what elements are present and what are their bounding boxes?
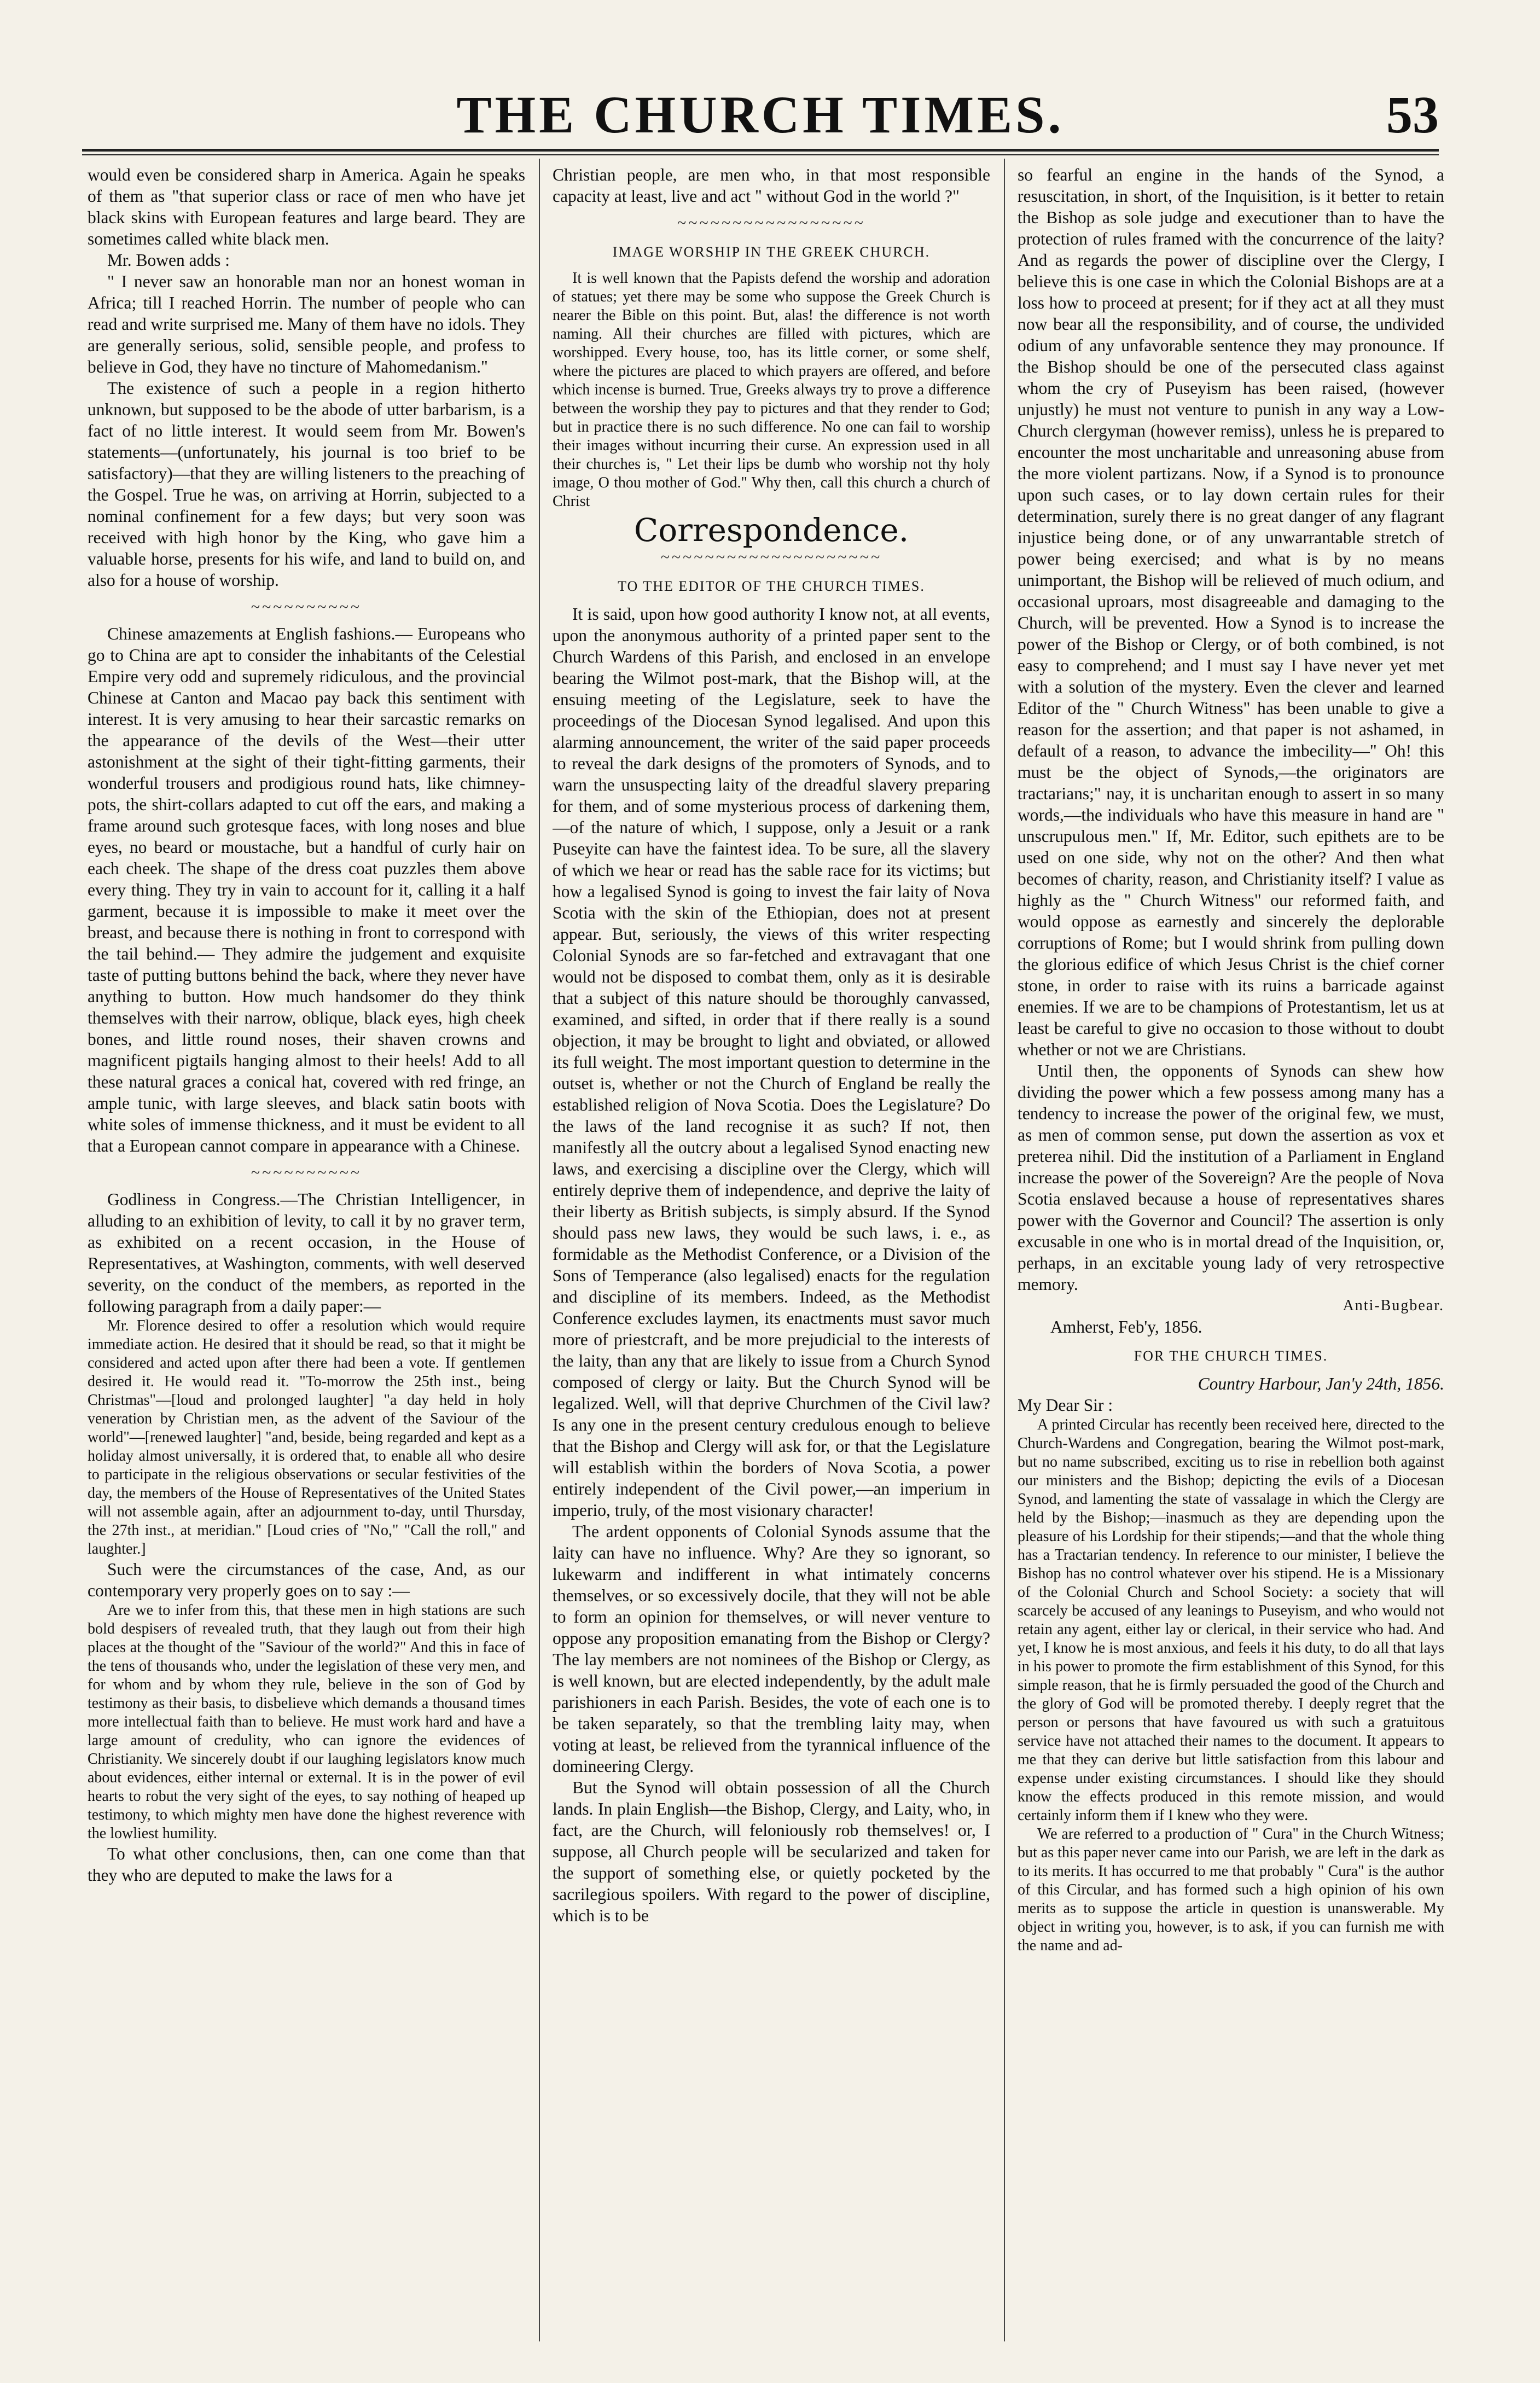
letter-paragraph: It is said, upon how good authority I know not, at all events, upon the anonymous authority of a printed paper sent to the Church Wardens of this Parish, and enclosed in an envelope bearing the Wilmot post-mark, that the Bishop will, at the ensuing meeting of the Legislature, seek to have the proceedings of the Diocesan Synod legalised. And upon this alarming announcement, the writer of the said paper proceeds to reveal the dark designs of the promoters of Synods, and to warn the unsuspecting laity of the dreadful slavery preparing for them, and of some mysterious process of darkening them,—of the nature of which, I suppose, only a Jesuit or a rank Puseyite can have the faintest idea. To be sure, all the slavery of which we hear or read has the sable race for its victims; but how a legalised Synod is going to invest the fair laity of Nova Scotia with the skin of the Ethiopian, does not at present appear. But, seriously, the views of this writer respecting Colonial Synods are so far-fetched and extravagant that one would not be disposed to combat them, only as it is desirable that a subject of this nature should be thoroughly canvassed, examined, and sifted, in order that if there really is a sound objection, it may be brought to light and obviated, or allowed its full weight. The most important question to determine in the outset is, whether or not the Church of England be really the established religion of Nova Scotia. Does the Legislature? Do the laws of the land recognise it as such? If not, then manifestly all the outcry about a legalised Synod enacting new laws, and exercising a discipline over the Clergy, which will entirely deprive them of independence, and deprive the laity of their liberty as British subjects, is simply absurd. If the Synod should pass new laws, they would be such laws, i. e., as formidable as the Methodist Conference, or a Division of the Sons of Temperance (also legalised) enacts for the regulation and discipline of its members. Indeed, as the Methodist Conference excludes laymen, its enactments must savor much more of priestcraft, and be more prejudicial to the interests of the laity, than any that are likely to issue from a Church Synod composed of clergy or laity. But the Church Synod will be legalized. Well, will that deprive Churchmen of the Civil law? Is any one in the present century credulous enough to believe that the Bishop and Clergy will ask for, or that the Legislature will establish within the borders of Nova Scotia, a power entirely independent of the Civil power,—an imperium in imperio, truly, of the most visionary character!	[553, 605, 990, 1520]
article-paragraph: Mr. Bowen adds :	[107, 251, 230, 270]
column-3	[1018, 164, 1444, 2341]
letter-heading: TO THE EDITOR OF THE CHURCH TIMES.	[618, 578, 925, 594]
article-paragraph: The existence of such a people in a region hitherto unknown, but supposed to be the abode of utter barbarism, is a fact of no little interest. It would seem from Mr. Bowen's statements—(unfortunately, his journal is too brief to be satisfactory)—that they are willing listeners to the preaching of the Gospel. True he was, on arriving at Horrin, subjected to a nominal confinement for a few days; but very soon was received with high honor by the King, who gave him a valuable horse, presents for his wife, and land to build on, and also for a house of worship.	[88, 379, 525, 590]
letter-dateline: Country Harbour, Jan'y 24th, 1856.	[1198, 1374, 1444, 1393]
section-divider: ~~~~~~~~~~	[251, 598, 362, 616]
letter-paragraph: so fearful an engine in the hands of the Synod, a resuscitation, in short, of the Inquisition, is it better to retain the Bishop as sole judge and executioner than to have the protection of rules framed with the concurrence of the laity? And as regards the power of discipline over the Clergy, I believe this is one case in which the Colonial Bishops are at a loss how to proceed at present; for if they act at all they must now bear all the responsibility, and of course, the undivided odium of any unfavorable sentence they may pronounce. If the Bishop should be one of the persecuted class against whom the cry of Puseyism has been raised, (however unjustly) he must not venture to punish in any way a Low-Church clergyman (however remiss), unless he is prepared to encounter the most uncharitable and unreasoning abuse from the more violent partizans. Now, if a Synod is to pronounce upon such cases, or to lay down certain rules for their determination, surely there is no great danger of any flagrant injustice being done, or of any unwarrantable stretch of power being exercised; and what is by no means unimportant, the Bishop will be relieved of much odium, and occasional uproars, most disagreeable and damaging to the Church, will be prevented. How a Synod is to increase the power of the Bishop or Clergy, or of both combined, is not easy to comprehend; and I must say I have never yet met with a solution of the mystery. Even the clever and learned Editor of the " Church Witness" has been unable to give a reason for the assertion; and that paper is not ashamed, in default of a reason, to advance the imbecility—" Oh! this must be the object of Synods,—the originators are tractarians;" nay, it is uncharitan enough to assert in so many words,—the individuals who have this measure in hand are " unscrupulous men." If, Mr. Editor, such epithets are to be used on one side, why not on the other? And then what becomes of charity, reason, and Christianity itself? I value as highly as the " Church Witness" our reformed faith, and would oppose as earnestly and sincerely the deplorable corruptions of Rome; but I would shrink from pulling down the glorious edifice of which Jesus Christ is the chief corner stone, in order to raise with its ruins a barricade against enemies. If we are to be champions of Protestantism, let us at least be careful to give no occasion to those without to doubt whether or not we are Christians.	[1018, 165, 1444, 1059]
article-godliness-congress: Godliness in Congress.—The Christian Intelligencer, in alluding to an exhibition of levity, to call it by no graver term, as exhibited on a recent occasion, in the House of Representatives, at Washington, comments, with well deserved severity, on the conduct of the members, as reported in the following paragraph from a daily paper:—	[88, 1190, 525, 1316]
section-divider: ~~~~~~~~~~	[251, 1164, 362, 1182]
letter-paragraph: The ardent opponents of Colonial Synods assume that the laity can have no influence. Why? Are they so ignorant, so lukewarm and indifferent in what intimately concerns themselves, or so excessively docile, that they will not be able to form an opinion for themselves, or will never venture to oppose any proposition emanating from the Bishop or Clergy? The lay members are not nominees of the Bishop or Clergy, as is well known, but are elected independently, by the adult male parishioners in each Parish. Besides, the vote of each one is to be taken separately, so that the trembling laity may, when voting at least, be relieved from the tyrannical influence of the domineering Clergy.	[553, 1522, 990, 1776]
newspaper-title: THE CHURCH TIMES.	[456, 85, 1065, 144]
column-1	[88, 164, 525, 2341]
letter-paragraph: Until then, the opponents of Synods can shew how dividing the power which a few possess among many has a tendency to increase the power of the original few, we must, as men of common sense, put down the assertion as vox et preterea nihil. Did the institution of a Parliament in England increase the power of the Sovereign? Are the people of Nova Scotia enslaved because a house of representatives shares power with the Governor and Council? The assertion is only excusable in one who is in mortal dread of the Inquisition, or, perhaps, in an excitable young lady of very retrospective memory.	[1018, 1061, 1444, 1294]
masthead-rule	[82, 149, 1439, 152]
letter-heading: FOR THE CHURCH TIMES.	[1134, 1348, 1328, 1364]
column-divider	[539, 159, 540, 2341]
section-divider: ~~~~~~~~~~~~~~~~~~~~	[660, 548, 882, 566]
quote-paragraph: Are we to infer from this, that these men in high stations are such bold despisers of revealed truth, that they laugh out from their high places at the thought of the "Saviour of the world?" And this in face of the tens of thousands who, under the legislation of these very men, and for whom and by whom they rule, believe in the son of God by testimony as their basis, to disbelieve which demands a thousand times more intellectual faith than to believe. He must work hard and have a large amount of credulity, who can ignore the evidences of Christianity. We sincerely doubt if our laughing legislators know much about evidences, either internal or external. It is in the power of evil hearts to robut the very sight of the eyes, to say nothing of heaped up testimony, to which mighty men have done the highest reverence with the lowliest humility.	[88, 1602, 525, 1842]
article-paragraph: It is well known that the Papists defend the worship and adoration of statues; yet there may be some who suppose the Greek Church is nearer the Bible on this point. But, alas! the difference is not worth naming. All their churches are filled with pictures, which are worshipped. Every house, too, has its little corner, or some shelf, where the pictures are placed to which prayers are offered, and before which incense is burned. True, Greeks always try to prove a difference between the worship they pay to pictures and that they render to God; but in practice there is no such difference. No one can fail to worship their images without incurring their curse. An expression used in all their churches is, " Let their lips be dumb who worship not thy holy image, O thou mother of God." Why then, call this church a church of Christ	[553, 270, 990, 510]
quote-paragraph: Mr. Florence desired to offer a resolution which would require immediate action. He desired that it should be read, so that it might be considered and acted upon after there had been a vote. If gentlemen desired it. He would read it. "To-morrow the 25th inst., being Christmas"—[loud and prolonged laughter] "a day held in holy veneration by Christian men, as the advent of the Saviour of the world"—[renewed laughter] "and, beside, being regarded and kept as a holiday almost universally, it is ordered that, to enable all who desire to participate in the religious observations or secular festivities of the day, the members of the House of Representatives of the United States will not assemble again, after an adjournment to-day, until Thursday, the 27th inst., at meridian." [Loud cries of "No," "Call the roll," and laughter.]	[88, 1317, 525, 1557]
section-heading-correspondence: Correspondence.	[634, 512, 909, 549]
masthead-rule-thin	[82, 154, 1439, 155]
letter-signature: Anti-Bugbear.	[1343, 1297, 1444, 1314]
article-chinese-fashions: Chinese amazements at English fashions.— Europeans who go to China are apt to consider the inhabitants of the Celestial Empire very odd and supremely ridiculous, and the provincial Chinese at Canton and Macao pay back this sentiment with interest. It is very amusing to hear their sarcastic remarks on the appearance of the devils of the West—their utter astonishment at the sight of their tight-fitting garments, their wonderful trousers and prodigious round hats, like chimney-pots, the shirt-collars adapted to cut off the ears, and making a frame around such grotesque faces, with long noses and blue eyes, no beard or moustache, but a handful of curly hair on each cheek. The shape of the dress coat puzzles them above every thing. They try in vain to account for it, calling it a half garment, because it is impossible to make it meet over the breast, and because there is nothing in front to correspond with the tail behind.— They admire the judgement and exquisite taste of putting buttons behind the back, where they never have anything to button. How much handsomer do they think themselves with their narrow, oblique, black eyes, high cheek bones, and little round noses, their shaven crowns and magnificent pigtails hanging almost to their heels! Add to all these natural graces a conical hat, covered with red fringe, an ample tunic, with large sleeves, and black satin boots with white soles of immense thickness, and it must be evident to all that a European cannot compare in appearance with a Chinese.	[88, 624, 525, 1155]
quote-paragraph: " I never saw an honorable man nor an honest woman in Africa; till I reached Horrin. The number of people who can read and write surprised me. Many of them have no idols. They are generally serious, solid, sensible people, and profess to believe in God, they have no tincture of Mahomedanism."	[88, 272, 525, 376]
column-divider	[1004, 159, 1005, 2341]
letter-paragraph: A printed Circular has recently been received here, directed to the Church-Wardens and Congregation, bearing the Wilmot post-mark, but no name subscribed, exciting us to rise in rebellion both against our ministers and the Bishop; depicting the evils of a Diocesan Synod, and lamenting the state of vassalage in which the Clergy are held by the Bishop;—inasmuch as they are depending upon the pleasure of his Lordship for their stipends;—and that the whole thing has a Tractarian tendency. In reference to our minister, I believe the Bishop has no control whatever over his stipend. He is a Missionary of the Colonial Church and School Society: a society that will scarcely be accused of any leanings to Puseyism, and who would not retain any agent, either lay or clerical, in their service who had. And yet, I know he is most anxious, and feels it his duty, to do all that lays in his power to promote the firm establishment of this Synod, for this simple reason, that he is firmly persuaded the good of the Church and the glory of God will be promoted thereby. I deeply regret that the person or persons that have favoured us with such a gratuitous service have not attached their names to the document. It appears to me that they can derive but little satisfaction from this labour and expense under existing circumstances. I should like they should know the effects produced in this remote mission, and would certainly inform them if I knew who they were.	[1018, 1416, 1444, 1824]
page-number: 53	[1386, 85, 1439, 144]
article-paragraph: Christian people, are men who, in that most responsible capacity at least, live and act " without God in the world ?"	[553, 165, 990, 206]
letter-place-date: Amherst, Feb'y, 1856.	[1050, 1317, 1202, 1336]
section-divider: ~~~~~~~~~~~~~~~~~	[677, 214, 865, 232]
article-heading: IMAGE WORSHIP IN THE GREEK CHURCH.	[612, 244, 931, 260]
article-paragraph: To what other conclusions, then, can one come than that they who are deputed to make the laws for a	[88, 1844, 525, 1885]
masthead	[82, 82, 1439, 148]
letter-paragraph: But the Synod will obtain possession of all the Church lands. In plain English—the Bishop, Clergy, and Laity, who, in fact, are the Church, will feloniously rob themselves! or, I suppose, all Church people will be secularized and taken for the support of something else, or quietly pocketed by the sacrilegious spoilers. With regard to the power of discipline, which is to be	[553, 1778, 990, 1925]
article-paragraph: Such were the circumstances of the case, And, as our contemporary very properly goes on to say :—	[88, 1560, 525, 1600]
article-paragraph: would even be considered sharp in America. Again he speaks of them as "that superior class or race of men who have jet black skins with European features and large beard. They are sometimes called white black men.	[88, 165, 525, 248]
letter-salutation: My Dear Sir :	[1018, 1396, 1113, 1415]
column-2	[553, 164, 990, 2341]
letter-paragraph: We are referred to a production of " Cura" in the Church Witness; but as this paper never came into our Parish, we are left in the dark as to its merits. It has occurred to me that probably " Cura" is the author of this Circular, and has formed such a high opinion of his own merits as to suppose the article in question is unanswerable. My object in writing you, however, is to ask, if you can furnish me with the name and ad-	[1018, 1826, 1444, 1954]
